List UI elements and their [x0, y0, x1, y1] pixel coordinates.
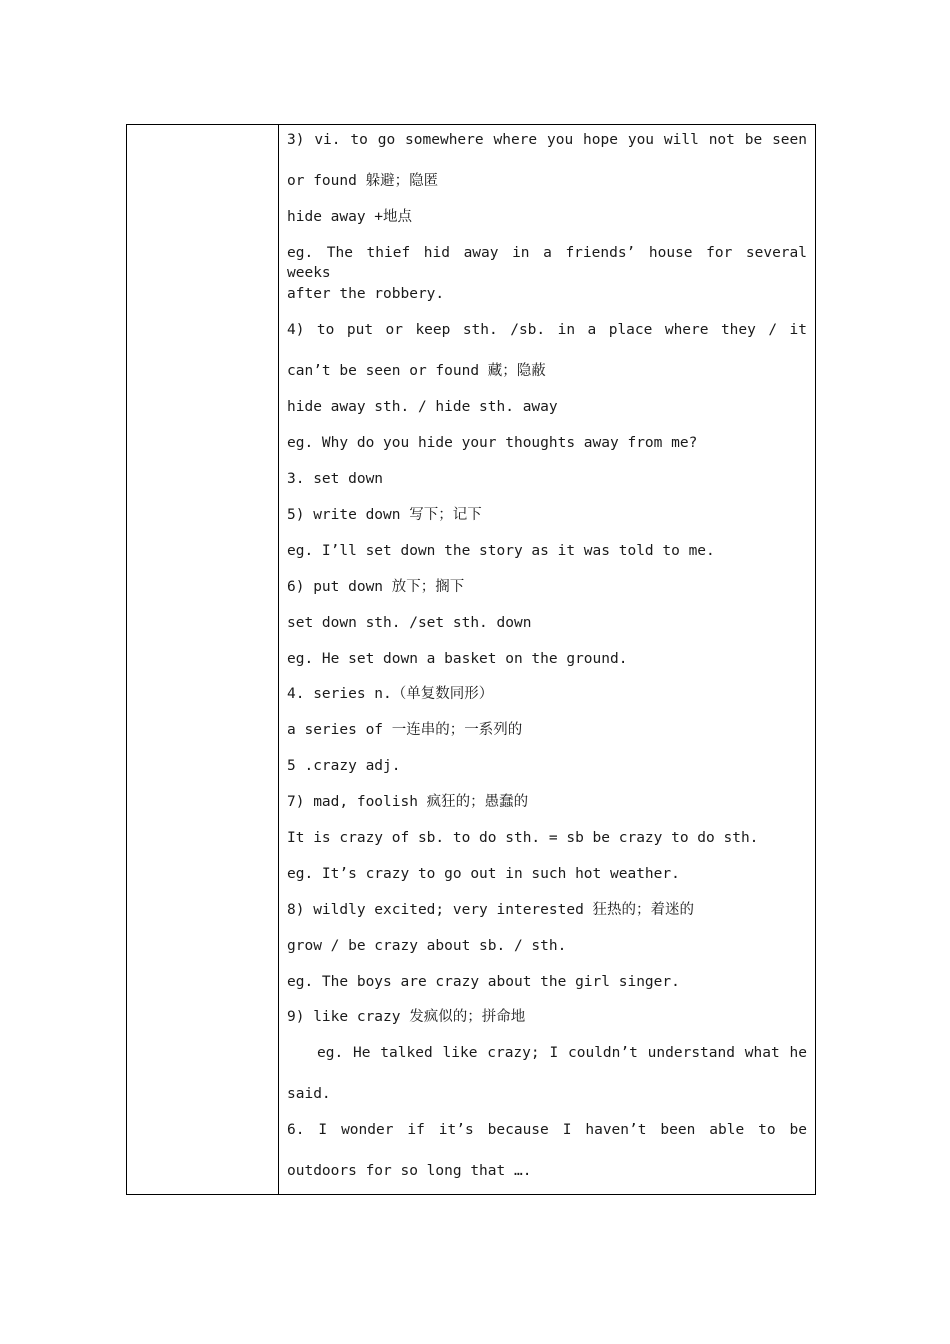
text-line: eg. He set down a basket on the ground. — [287, 651, 628, 667]
text-line: eg. He talked like crazy; I couldn’t understand what he — [317, 1045, 807, 1061]
text-line: said. — [287, 1086, 331, 1102]
text-line: eg. It’s crazy to go out in such hot weather. — [287, 866, 680, 882]
text-line: 6) put down 放下；搁下 — [287, 579, 465, 595]
text-line: 5) write down 写下；记下 — [287, 507, 482, 523]
text-line: 4. series n.（单复数同形） — [287, 686, 494, 702]
text-line: 9) like crazy 发疯似的；拼命地 — [287, 1009, 526, 1025]
text-line: eg. The thief hid away in a friends’ house for several weeks — [287, 245, 807, 281]
text-line: grow / be crazy about sb. / sth. — [287, 938, 567, 954]
text-line: or found 躲避；隐匿 — [287, 173, 439, 189]
text-line: hide away +地点 — [287, 209, 413, 225]
text-line: set down sth. /set sth. down — [287, 615, 532, 631]
text-line: can’t be seen or found 藏；隐蔽 — [287, 363, 546, 379]
text-line: 3. set down — [287, 471, 384, 487]
text-line: eg. Why do you hide your thoughts away from me? — [287, 435, 698, 451]
text-line: outdoors for so long that …. — [287, 1163, 532, 1179]
text-line: 5 .crazy adj. — [287, 758, 401, 774]
text-line: hide away sth. / hide sth. away — [287, 399, 558, 415]
left-column-cell — [127, 125, 279, 1194]
text-line: 7) mad, foolish 疯狂的；愚蠢的 — [287, 794, 529, 810]
notes-cell — [279, 125, 815, 1194]
text-line: 4) to put or keep sth. /sb. in a place where they / it — [287, 322, 807, 338]
text-line: a series of 一连串的；一系列的 — [287, 722, 523, 738]
text-line: It is crazy of sb. to do sth. = sb be crazy to do sth. — [287, 830, 759, 846]
text-line: 8) wildly excited; very interested 狂热的；着迷的 — [287, 902, 695, 918]
text-line: after the robbery. — [287, 286, 445, 302]
text-line: 3) vi. to go somewhere where you hope you will not be seen — [287, 132, 807, 148]
text-line: eg. I’ll set down the story as it was told to me. — [287, 543, 715, 559]
content-table — [126, 124, 816, 1195]
text-line: eg. The boys are crazy about the girl singer. — [287, 974, 680, 990]
text-line: 6. I wonder if it’s because I haven’t been able to be — [287, 1122, 807, 1138]
